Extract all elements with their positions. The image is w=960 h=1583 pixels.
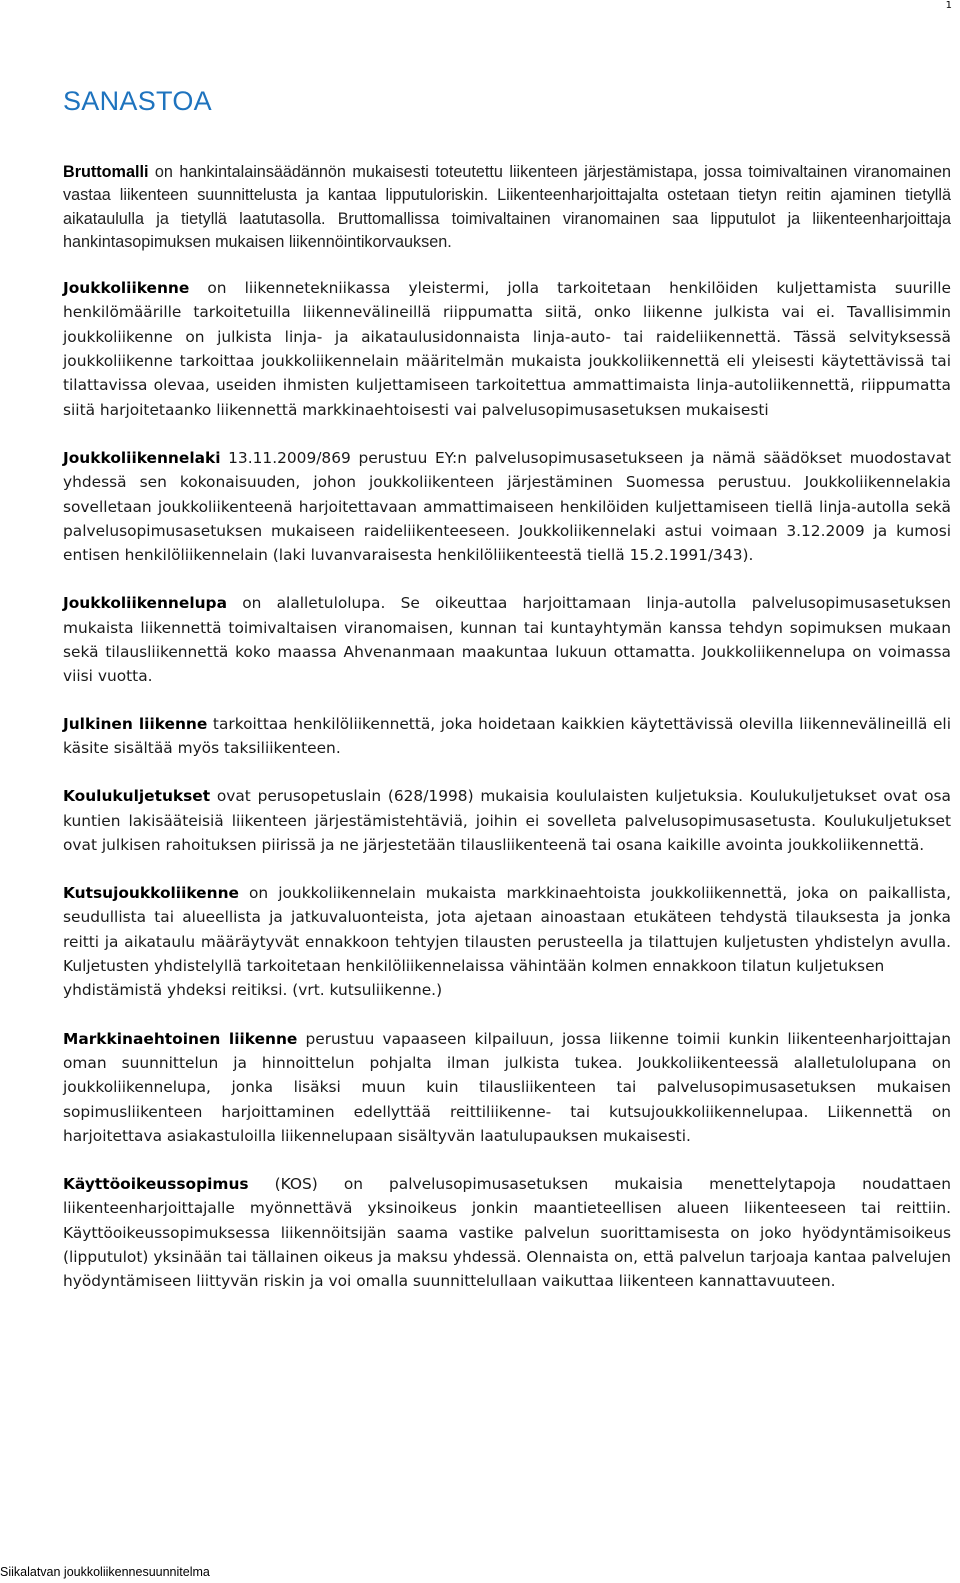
glossary-term: Joukkoliikennelupa [63, 594, 227, 613]
glossary-term: Koulukuljetukset [63, 787, 211, 806]
glossary-content [63, 161, 951, 1294]
glossary-definition: on joukkoliikennelain mukaista markkinaehtoista joukkoliikennettä, joka on paikallista, seudullista tai alueellista ja jatkuvaluonteista, jota ajetaan ainoastaan etukäteen tehdystä tilauksesta ja jonka reitti ja aikataulu määräytyvät ennakkoon tehtyjen tilausten perusteella ja tilattujen kuljetusten yhdistelyn avulla. Kuljetusten yhdistelyllä tarkoitetaan henkilöliikennelaissa vähintään kolmen ennakkoon tilatun kuljetuksen [63, 884, 951, 976]
glossary-term: Kutsujoukkoliikenne [63, 884, 239, 903]
glossary-term: Julkinen liikenne [63, 714, 208, 733]
glossary-definition: tarkoittaa henkilöliikennettä, joka hoidetaan kaikkien käytettävissä olevilla liikennevälineillä eli käsite sisältää myös taksiliikenteen. [63, 714, 951, 757]
glossary-term: Käyttöoikeussopimus [63, 1175, 249, 1194]
glossary-entry-bruttomalli [63, 161, 951, 254]
page-footer: Siikalatvan joukkoliikennesuunnitelma [0, 1565, 210, 1579]
glossary-term: Bruttomalli [63, 163, 149, 181]
glossary-entry-kutsujoukkoliikenne [63, 881, 951, 1002]
glossary-definition: on hankintalainsäädännön mukaisesti toteutettu liikenteen järjestämistapa, jossa toimivaltainen viranomainen vastaa liikenteen suunnittelusta ja kantaa lipputuloriskin. Liikenteenharjoittajalta ostetaan tietyn reitin ajaminen tietyllä aikataululla ja tietyllä laatutasolla. Bruttomallissa toimivaltainen viranomainen saa lipputulot ja liikenteenharjoittaja hankintasopimuksen mukaisen liikennöintikorvauksen. [63, 163, 951, 251]
glossary-entry-markkinaehtoinen-liikenne [63, 1027, 951, 1148]
glossary-definition-continued: yhdistämistä yhdeksi reitiksi. (vrt. kutsuliikenne.) [63, 981, 443, 1000]
glossary-entry-joukkoliikennelupa [63, 591, 951, 688]
glossary-definition: ovat perusopetuslain (628/1998) mukaisia koululaisten kuljetuksia. Koulukuljetukset ovat osa kuntien lakisääteisiä liikenteen järjestämistehtäviä, joihin ei sovelleta palvelusopimusasetusta. Koulukuljetukset ovat julkisen rahoituksen piirissä ja ne järjestetään tilausliikenteenä tai osana kaikille avointa joukkoliikennettä. [63, 787, 951, 854]
glossary-entry-joukkoliikenne [63, 276, 951, 422]
page-title: SANASTOA [63, 86, 212, 116]
glossary-definition: (KOS) on palvelusopimusasetuksen mukaisia menettelytapoja noudattaen liikenteenharjoittajalle myönnettävä yksinoikeus jonkin maantieteellisen alueen liikenteeseen tai reittiin. Käyttöoikeussopimuksessa liikennöitsijän saama vastike palvelun suorittamisesta on joko hyödyntämisoikeus (lipputulot) yksinään tai tällainen oikeus ja maksu yhdessä. Olennaista on, että palvelun tarjoaja kantaa palvelujen hyödyntämiseen liittyvän riskin ja voi omalla suunnittelullaan vaikuttaa liikenteen kannattavuuteen. [63, 1175, 951, 1291]
glossary-entry-koulukuljetukset [63, 784, 951, 857]
glossary-entry-kayttooikeussopimus [63, 1172, 951, 1293]
glossary-term: Joukkoliikenne [63, 279, 190, 298]
glossary-definition: 13.11.2009/869 perustuu EY:n palvelusopimusasetukseen ja nämä säädökset muodostavat yhdessä sen kokonaisuuden, johon joukkoliikenteen järjestäminen Suomessa perustuu. Joukkoliikennelakia sovelletaan joukkoliikenteenä harjoitettavaan ammattimaiseen henkilöiden kuljettamiseen tiellä linja-autolla sekä palvelusopimusasetuksen mukaiseen raideliikenteeseen. Joukkoliikennelaki astui voimaan 3.12.2009 ja kumosi entisen henkilöliikennelain (laki luvanvaraisesta henkilöliikenteestä tiellä 15.2.1991/343). [63, 448, 951, 565]
glossary-definition: perustuu vapaaseen kilpailuun, jossa liikenne toimii kunkin liikenteenharjoittajan oman suunnittelun ja hinnoittelun pohjalta ilman julkista tukea. Joukkoliikenteessä alalletulolupana on joukkoliikennelupa, jonka lisäksi muun kuin tilausliikenteen tai palvelusopimusasetuksen mukaisen sopimusliikenteen harjoittaminen edellyttää reittiliikenne- tai kutsujoukkoliikennelupaa. Liikennettä on harjoitettava asiakastuloilla liikennelupaan sisältyvän laatulupauksen mukaisesti. [63, 1029, 951, 1145]
glossary-entry-julkinen-liikenne [63, 712, 951, 761]
glossary-term: Joukkoliikennelaki [63, 448, 221, 467]
glossary-entry-joukkoliikennelaki [63, 446, 951, 567]
page-number: 1 [945, 0, 952, 11]
glossary-term: Markkinaehtoinen liikenne [63, 1029, 298, 1048]
glossary-definition: on liikennetekniikassa yleistermi, jolla tarkoitetaan henkilöiden kuljettamista suurille henkilömäärille tarkoitetuilla liikennevälineillä riippumatta siitä, onko liikenne julkista vai ei. Tavallisimmin joukkoliikenne on julkista linja- ja aikataulusidonnaista linja-auto- tai raideliikennettä. Tässä selvityksessä joukkoliikenne tarkoittaa joukkoliikennelain määritelmän mukaista joukkoliikennettä eli yleisesti käytettävissä tai tilattavissa olevaa, useiden ihmisten kuljettamiseen tarkoitettua ammattimaista linja-autoliikennettä, riippumatta siitä harjoitetaanko liikennettä markkinaehtoisesti vai palvelusopimusasetuksen mukaisesti [63, 279, 951, 419]
glossary-definition: on alalletulolupa. Se oikeuttaa harjoittamaan linja-autolla palvelusopimusasetuksen mukaista liikennettä toimivaltaisen viranomaisen, kunnan tai kuntayhtymän kanssa tehdyn sopimuksen mukaan sekä tilausliikennettä koko maassa Ahvenanmaan maakuntaa lukuun ottamatta. Joukkoliikennelupa on voimassa viisi vuotta. [63, 594, 951, 686]
